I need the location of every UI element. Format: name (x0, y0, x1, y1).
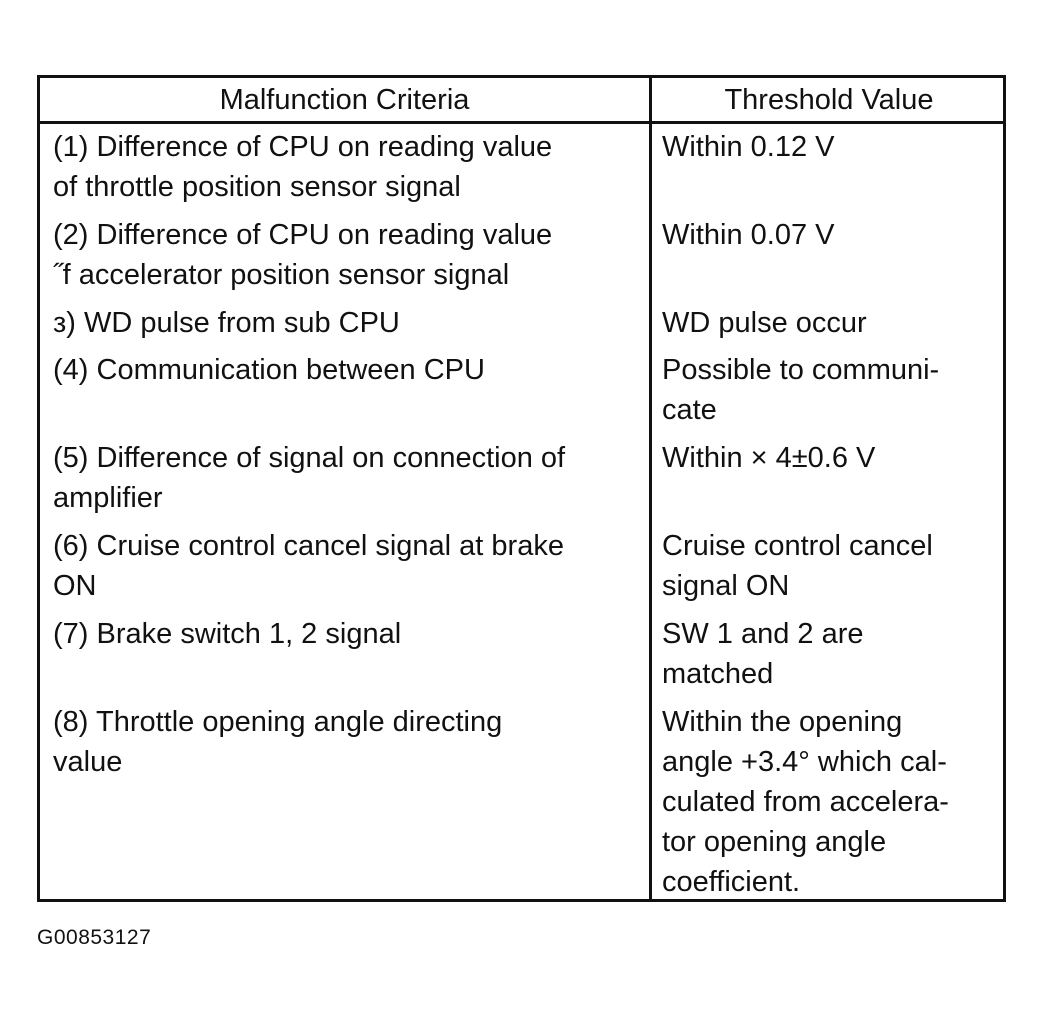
criteria-cell: (7) Brake switch 1, 2 signal (53, 618, 402, 650)
criteria-cell: (4) Communication between CPU (53, 354, 485, 386)
header-malfunction-criteria: Malfunction Criteria (219, 84, 470, 116)
threshold-cell: SW 1 and 2 are matched (662, 618, 864, 690)
criteria-cell: (5) Difference of signal on connection of amplifier (53, 442, 566, 514)
threshold-cell: WD pulse occur (662, 307, 867, 339)
criteria-cell: з) WD pulse from sub CPU (53, 307, 400, 339)
figure-code: G00853127 (37, 926, 152, 949)
malfunction-criteria-table (37, 75, 1006, 902)
criteria-cell: (8) Throttle opening angle directing value (53, 706, 503, 778)
header-divider (40, 121, 1003, 124)
threshold-cell: Within 0.12 V (662, 131, 835, 163)
criteria-cell: (1) Difference of CPU on reading value of throttle position sensor signal (53, 131, 553, 203)
threshold-cell: Within 0.07 V (662, 219, 835, 251)
criteria-cell: (6) Cruise control cancel signal at brake ON (53, 530, 564, 602)
column-divider (649, 78, 652, 899)
criteria-cell: (2) Difference of CPU on reading value ˝f accelerator position sensor signal (53, 219, 553, 291)
header-threshold-value: Threshold Value (724, 84, 934, 116)
threshold-cell: Within × 4±0.6 V (662, 442, 876, 474)
threshold-cell: Possible to communi- cate (662, 354, 940, 426)
threshold-cell: Cruise control cancel signal ON (662, 530, 933, 602)
threshold-cell: Within the opening angle +3.4° which cal- culated from accelera- tor opening angle coefficient. (662, 706, 949, 898)
